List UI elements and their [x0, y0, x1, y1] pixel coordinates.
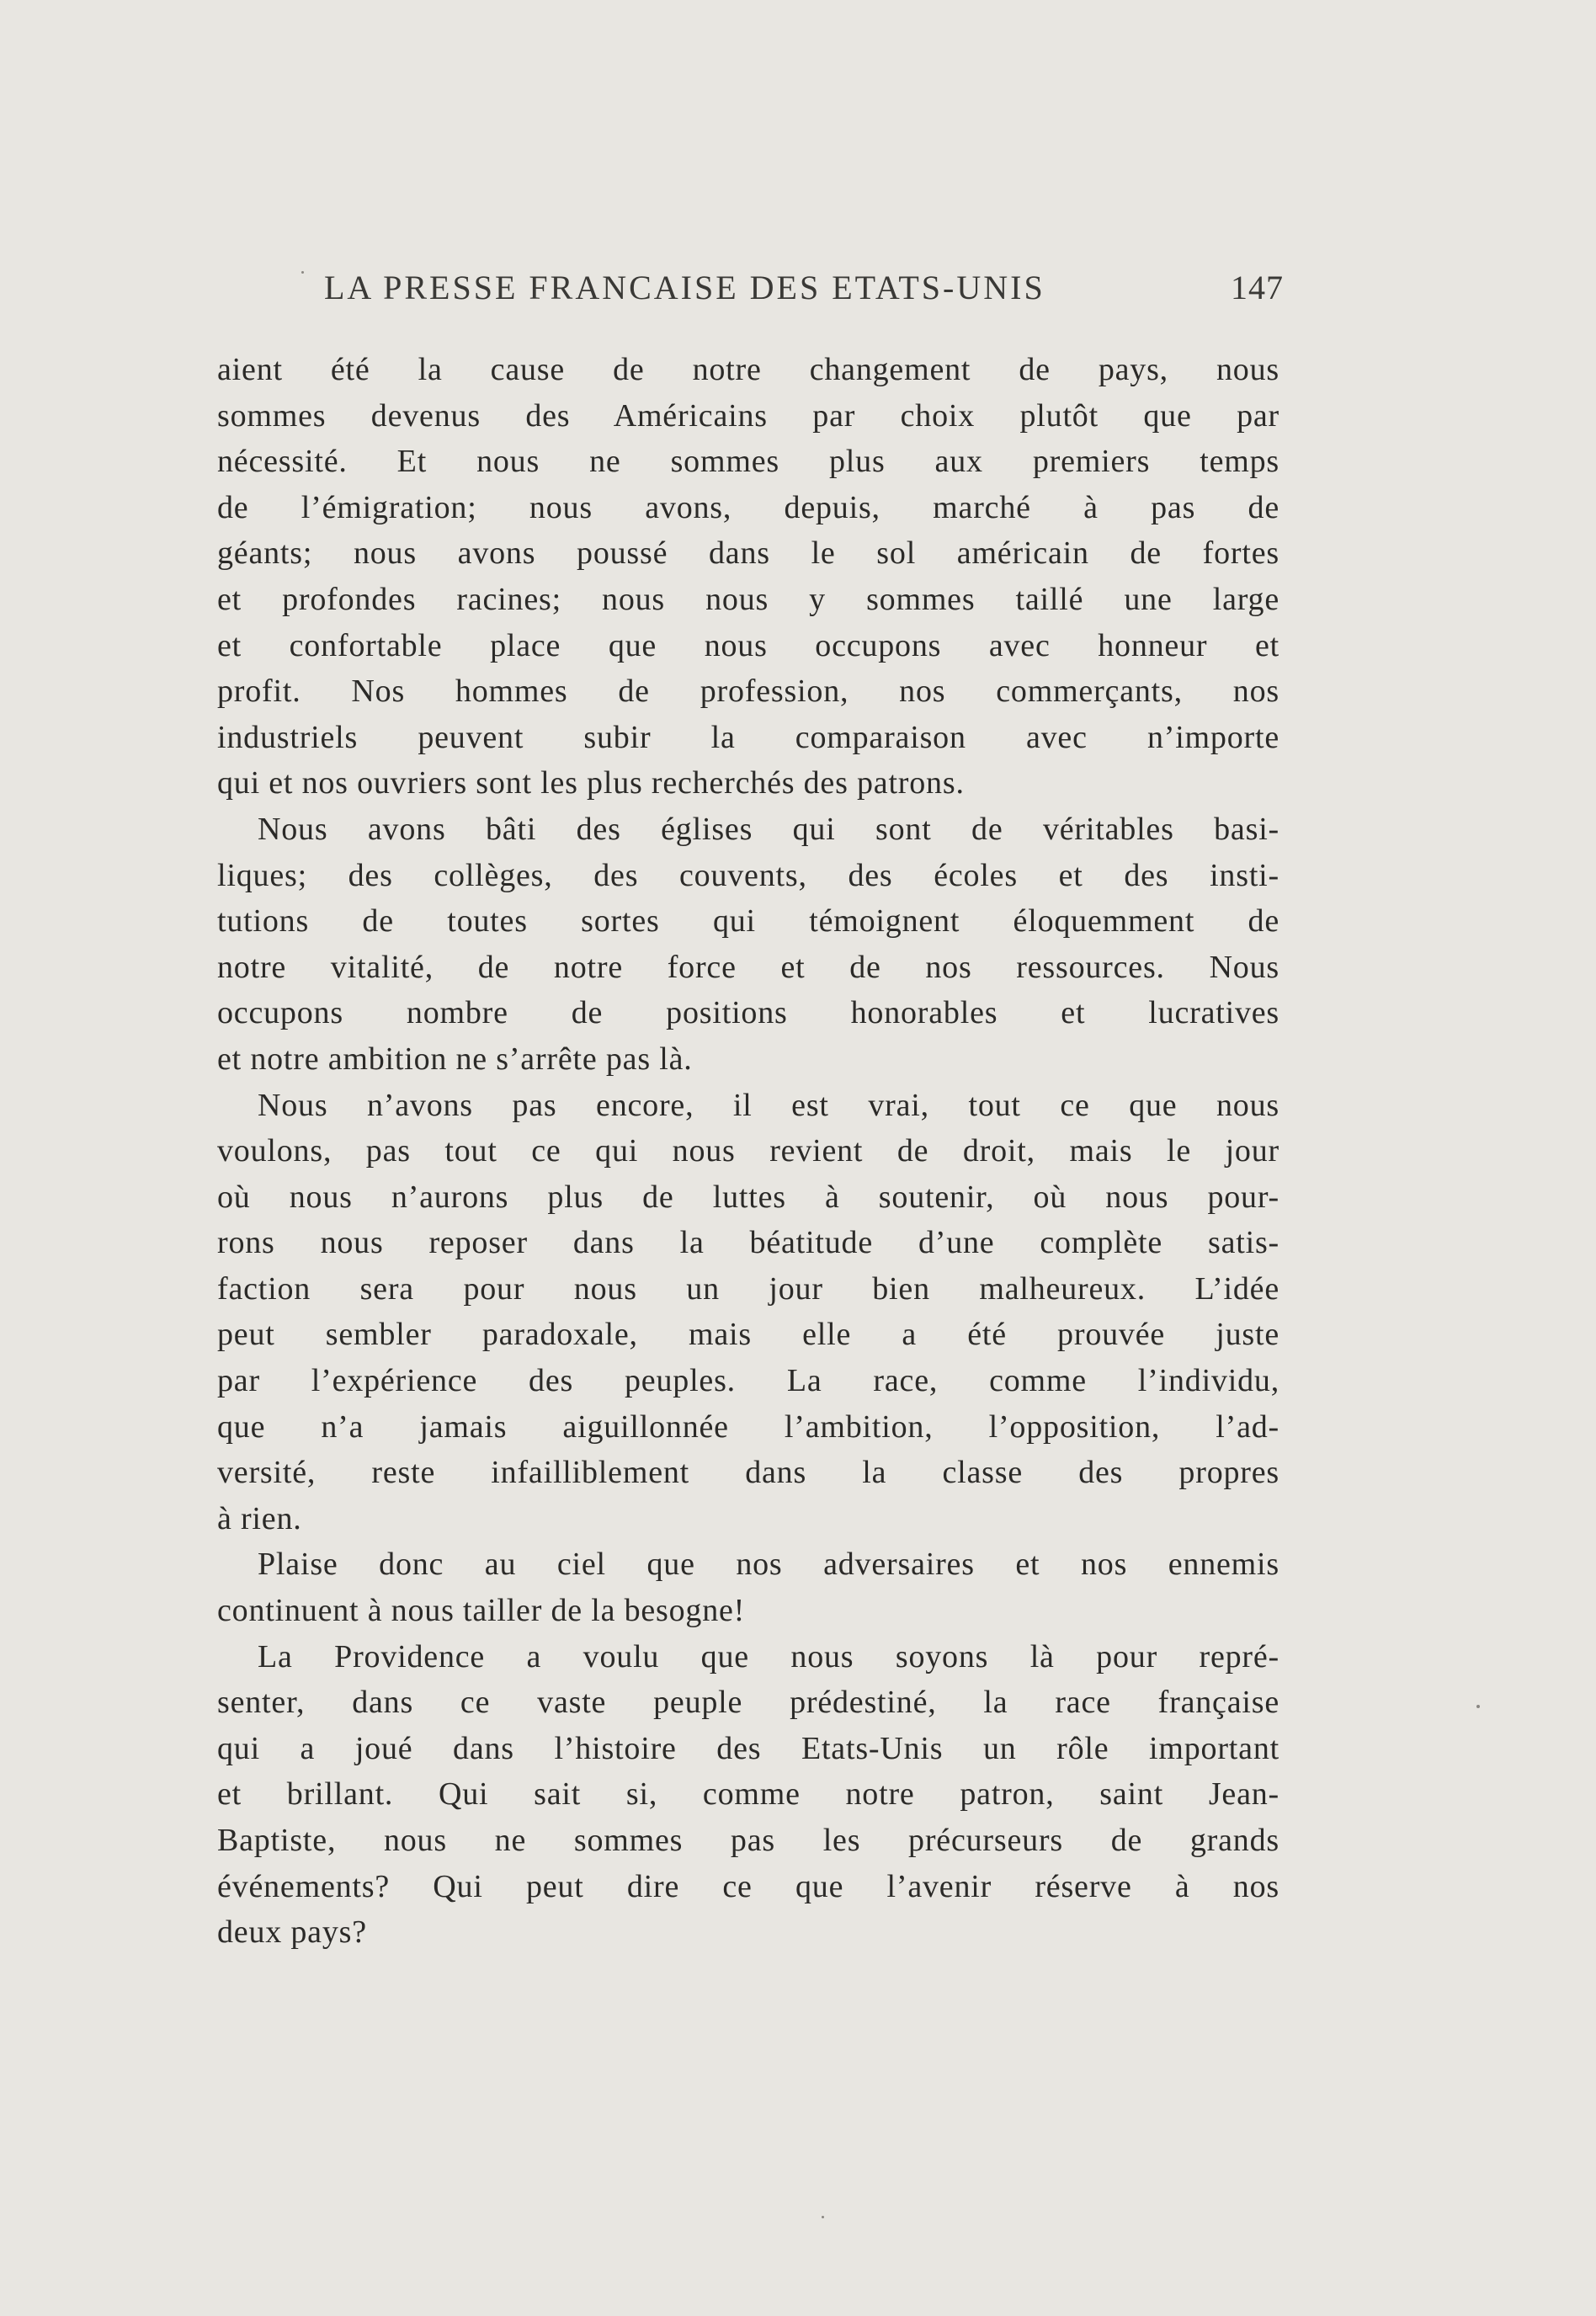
text-line: et brillant. Qui sait si, comme notre patron, saint Jean-	[217, 1776, 1279, 1813]
text-line: peut sembler paradoxale, mais elle a été prouvée juste	[217, 1317, 1279, 1353]
text-line: deux pays?	[217, 1914, 367, 1951]
running-head	[324, 268, 1284, 310]
text-line: occupons nombre de positions honorables et lucratives	[217, 995, 1279, 1031]
text-line: voulons, pas tout ce qui nous revient de droit, mais le jour	[217, 1133, 1279, 1169]
text-line: tutions de toutes sortes qui témoignent éloquemment de	[217, 903, 1279, 940]
text-line: événements? Qui peut dire ce que l’avenir réserve à nos	[217, 1868, 1279, 1904]
text-line: sommes devenus des Américains par choix plutôt que par	[217, 397, 1279, 434]
text-line: industriels peuvent subir la comparaison avec n’importe	[217, 719, 1279, 755]
paper-speck	[301, 271, 304, 274]
text-line: profit. Nos hommes de profession, nos commerçants, nos	[217, 674, 1279, 710]
text-line: continuent à nous tailler de la besogne!	[217, 1593, 746, 1629]
text-line: Baptiste, nous ne sommes pas les précurseurs de grands	[217, 1823, 1279, 1858]
text-line: aient été la cause de notre changement de pays, nous	[217, 352, 1279, 387]
paper-speck	[822, 2216, 824, 2218]
text-line: La Providence a voulu que nous soyons là pour repré-	[258, 1638, 1279, 1674]
text-line: senter, dans ce vaste peuple prédestiné, la race française	[217, 1685, 1279, 1721]
text-line: Nous avons bâti des églises qui sont de véritables basi-	[258, 811, 1279, 847]
text-line: où nous n’aurons plus de luttes à soutenir, où nous pour-	[217, 1179, 1279, 1215]
text-line: et notre ambition ne s’arrête pas là.	[217, 1041, 693, 1077]
text-line: et profondes racines; nous nous y sommes taillé une large	[217, 581, 1279, 617]
text-line: géants; nous avons poussé dans le sol américain de fortes	[217, 535, 1279, 572]
text-line: versité, reste infailliblement dans la classe des propres	[217, 1455, 1279, 1491]
text-line: Nous n’avons pas encore, il est vrai, tout ce que nous	[258, 1087, 1279, 1123]
text-line: faction sera pour nous un jour bien malheureux. L’idée	[217, 1270, 1279, 1307]
text-line: notre vitalité, de notre force et de nos ressources. Nous	[217, 949, 1279, 985]
text-line: Plaise donc au ciel que nos adversaires et nos ennemis	[258, 1547, 1279, 1583]
text-line: que n’a jamais aiguillonnée l’ambition, l’opposition, l’ad-	[217, 1408, 1279, 1445]
text-line: liques; des collèges, des couvents, des écoles et des insti-	[217, 857, 1279, 893]
text-line: rons nous reposer dans la béatitude d’une complète satis-	[217, 1225, 1279, 1261]
body-text	[217, 347, 1279, 1956]
page-number: 147	[1231, 269, 1284, 306]
text-line: par l’expérience des peuples. La race, comme l’individu,	[217, 1363, 1279, 1399]
text-line: nécessité. Et nous ne sommes plus aux premiers temps	[217, 444, 1279, 480]
text-line: à rien.	[217, 1500, 302, 1536]
text-line: qui et nos ouvriers sont les plus recherchés des patrons.	[217, 765, 965, 801]
paper-speck	[1476, 1705, 1480, 1708]
text-line: et confortable place que nous occupons avec honneur et	[217, 627, 1279, 663]
text-line: qui a joué dans l’histoire des Etats-Unis un rôle important	[217, 1730, 1279, 1766]
text-line: de l’émigration; nous avons, depuis, marché à pas de	[217, 489, 1279, 525]
running-head-title: LA PRESSE FRANCAISE DES ETATS-UNIS	[324, 269, 1045, 306]
